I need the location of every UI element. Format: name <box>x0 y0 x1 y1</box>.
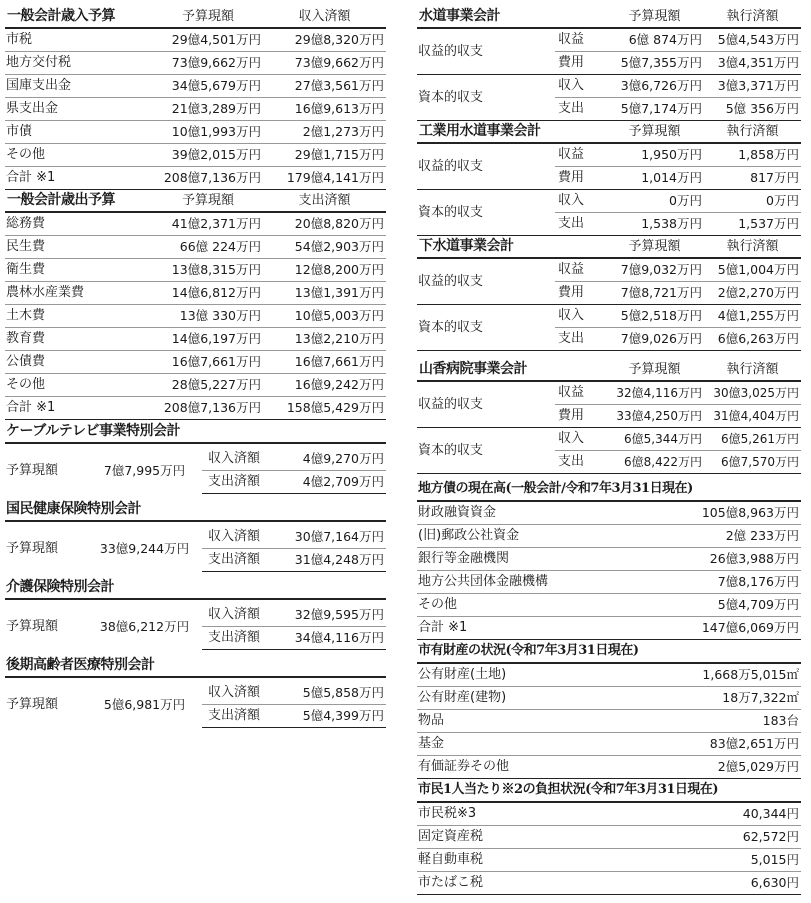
executed-value: 0万円 <box>704 190 801 213</box>
table-row <box>5 282 386 305</box>
row-label: 固定資産税 <box>417 826 647 849</box>
received-label: 収入済額 <box>202 604 280 627</box>
received-value: 4億9,270万円 <box>280 448 386 471</box>
table-row <box>417 28 801 52</box>
table-row <box>417 502 801 525</box>
row-label: その他 <box>5 144 153 167</box>
table-row <box>5 144 386 167</box>
item-label: 費用 <box>555 52 605 75</box>
table-row <box>417 872 801 895</box>
executed-value: 3億3,371万円 <box>704 75 801 98</box>
row-label: 民生費 <box>5 236 153 259</box>
row-label: 地方公共団体金融機構 <box>417 571 647 594</box>
section-title: 水道事業会計 <box>417 6 605 28</box>
budget-value: 14億6,197万円 <box>153 328 263 351</box>
item-label: 費用 <box>555 405 605 428</box>
budget-value: 208億7,136万円 <box>153 167 263 190</box>
special-account-title: 後期高齢者医療特別会計 <box>5 654 386 678</box>
table-header <box>417 236 801 258</box>
row-value: 7億8,176万円 <box>647 571 801 594</box>
table-header <box>5 6 386 28</box>
item-label: 支出 <box>555 98 605 121</box>
settled-value: 12億8,200万円 <box>263 259 386 282</box>
settled-value: 29億8,320万円 <box>263 28 386 52</box>
spent-value: 34億4,116万円 <box>280 627 386 650</box>
row-value: 5,015円 <box>647 849 801 872</box>
table-row <box>5 526 386 549</box>
enterprise-table <box>417 6 801 121</box>
row-label: 市債 <box>5 121 153 144</box>
row-label: 公債費 <box>5 351 153 374</box>
budget-value: 28億5,227万円 <box>153 374 263 397</box>
settled-value: 179億4,141万円 <box>263 167 386 190</box>
table-row <box>417 687 801 710</box>
group-label: 収益的収支 <box>417 28 555 75</box>
special-account-title: ケーブルテレビ事業特別会計 <box>5 420 386 444</box>
left-column <box>5 6 386 728</box>
budget-value: 10億1,993万円 <box>153 121 263 144</box>
table-row <box>5 167 386 190</box>
table-header <box>417 121 801 143</box>
settled-value: 29億1,715万円 <box>263 144 386 167</box>
table-header <box>417 359 801 381</box>
row-value: 183台 <box>647 710 801 733</box>
row-label: その他 <box>5 374 153 397</box>
table-row <box>5 259 386 282</box>
row-label: 合計 ※1 <box>417 617 647 640</box>
settled-value: 13億2,210万円 <box>263 328 386 351</box>
section-title: 市民1人当たり※2の負担状況(令和7年3月31日現在) <box>417 779 801 803</box>
executed-value: 4億1,255万円 <box>704 305 801 328</box>
received-value: 32億9,595万円 <box>280 604 386 627</box>
table-row <box>5 448 386 471</box>
table-row <box>417 826 801 849</box>
row-label: 地方交付税 <box>5 52 153 75</box>
table-row <box>417 428 801 451</box>
budget-label: 予算現額 <box>6 540 59 556</box>
budget-value: 6億 874万円 <box>605 28 704 52</box>
row-label: 軽自動車税 <box>417 849 647 872</box>
spent-value: 5億4,399万円 <box>280 705 386 728</box>
row-value: 1,668万5,015㎡ <box>647 664 801 687</box>
group-label: 資本的収支 <box>417 305 555 351</box>
settled-value: 10億5,003万円 <box>263 305 386 328</box>
row-value: 83億2,651万円 <box>647 733 801 756</box>
row-label: 有価証券その他 <box>417 756 647 779</box>
section-title: 市有財産の状況(令和7年3月31日現在) <box>417 640 801 664</box>
column-header: 執行済額 <box>704 236 801 258</box>
table-row <box>417 710 801 733</box>
row-value: 26億3,988万円 <box>647 548 801 571</box>
table-row <box>5 212 386 236</box>
row-label: 合計 ※1 <box>5 397 153 420</box>
item-label: 収入 <box>555 190 605 213</box>
row-value: 147億6,069万円 <box>647 617 801 640</box>
spent-label: 支出済額 <box>202 705 280 728</box>
row-value: 5億4,709万円 <box>647 594 801 617</box>
row-value: 2億5,029万円 <box>647 756 801 779</box>
budget-value: 5億7,174万円 <box>605 98 704 121</box>
row-label: 公有財産(建物) <box>417 687 647 710</box>
special-account-title: 国民健康保険特別会計 <box>5 498 386 522</box>
settled-value: 27億3,561万円 <box>263 75 386 98</box>
column-header: 収入済額 <box>263 6 386 28</box>
executed-value: 5億 356万円 <box>704 98 801 121</box>
column-header: 支出済額 <box>263 190 386 212</box>
budget-label: 予算現額 <box>6 696 59 712</box>
settled-value: 20億8,820万円 <box>263 212 386 236</box>
received-label: 収入済額 <box>202 682 280 705</box>
settled-value: 16億9,613万円 <box>263 98 386 121</box>
table-row <box>417 190 801 213</box>
section-title: 下水道事業会計 <box>417 236 605 258</box>
table-row <box>5 28 386 52</box>
special-account-table <box>5 448 386 494</box>
right-column <box>417 6 801 895</box>
row-value: 105億8,963万円 <box>647 502 801 525</box>
settled-value: 73億9,662万円 <box>263 52 386 75</box>
executed-value: 2億2,270万円 <box>704 282 801 305</box>
property-table <box>417 664 801 779</box>
row-label: 衛生費 <box>5 259 153 282</box>
table-row <box>5 236 386 259</box>
budget-value: 33億9,244万円 <box>99 540 190 556</box>
budget-value: 1,014万円 <box>605 167 704 190</box>
budget-value: 33億4,250万円 <box>605 405 704 428</box>
table-row <box>417 143 801 167</box>
general-expenditure-table <box>5 190 386 420</box>
item-label: 収益 <box>555 28 605 52</box>
budget-value: 208億7,136万円 <box>153 397 263 420</box>
budget-value: 34億5,679万円 <box>153 75 263 98</box>
special-account-table <box>5 526 386 572</box>
row-label: 銀行等金融機関 <box>417 548 647 571</box>
budget-value: 16億7,661万円 <box>153 351 263 374</box>
settled-value: 13億1,391万円 <box>263 282 386 305</box>
section-title: 一般会計歳入予算 <box>5 6 153 28</box>
section-title: 一般会計歳出予算 <box>5 190 153 212</box>
table-row <box>417 571 801 594</box>
row-label: その他 <box>417 594 647 617</box>
item-label: 収入 <box>555 305 605 328</box>
column-header: 予算現額 <box>605 236 704 258</box>
row-value: 6,630円 <box>647 872 801 895</box>
row-label: 国庫支出金 <box>5 75 153 98</box>
group-label: 資本的収支 <box>417 190 555 236</box>
row-label: 市税 <box>5 28 153 52</box>
table-row <box>5 682 386 705</box>
budget-value: 3億6,726万円 <box>605 75 704 98</box>
row-label: 市民税※3 <box>417 803 647 826</box>
table-row <box>417 381 801 405</box>
item-label: 収益 <box>555 258 605 282</box>
group-label: 収益的収支 <box>417 143 555 190</box>
table-row <box>417 617 801 640</box>
row-label: 公有財産(土地) <box>417 664 647 687</box>
group-label: 資本的収支 <box>417 428 555 474</box>
item-label: 収益 <box>555 381 605 405</box>
row-value: 62,572円 <box>647 826 801 849</box>
settled-value: 16億9,242万円 <box>263 374 386 397</box>
executed-value: 30億3,025万円 <box>704 381 801 405</box>
item-label: 支出 <box>555 451 605 474</box>
table-row <box>5 351 386 374</box>
received-value: 30億7,164万円 <box>280 526 386 549</box>
budget-value: 5億2,518万円 <box>605 305 704 328</box>
settled-value: 16億7,661万円 <box>263 351 386 374</box>
group-label: 収益的収支 <box>417 381 555 428</box>
special-account-title: 介護保険特別会計 <box>5 576 386 600</box>
table-row <box>5 121 386 144</box>
table-row <box>5 75 386 98</box>
budget-value: 7億9,032万円 <box>605 258 704 282</box>
table-row <box>417 756 801 779</box>
table-row <box>5 397 386 420</box>
budget-value: 66億 224万円 <box>153 236 263 259</box>
column-header: 予算現額 <box>153 6 263 28</box>
budget-value: 38億6,212万円 <box>99 618 190 634</box>
section-title: 地方債の現在高(一般会計/令和7年3月31日現在) <box>417 478 801 502</box>
spent-label: 支出済額 <box>202 627 280 650</box>
table-row <box>417 525 801 548</box>
row-label: 基金 <box>417 733 647 756</box>
table-row <box>417 548 801 571</box>
received-label: 収入済額 <box>202 526 280 549</box>
budget-value: 7億8,721万円 <box>605 282 704 305</box>
enterprise-table <box>417 359 801 474</box>
row-value: 2億 233万円 <box>647 525 801 548</box>
budget-value: 39億2,015万円 <box>153 144 263 167</box>
row-label: 合計 ※1 <box>5 167 153 190</box>
item-label: 支出 <box>555 213 605 236</box>
table-row <box>417 75 801 98</box>
budget-value: 7億9,026万円 <box>605 328 704 351</box>
table-header <box>417 6 801 28</box>
executed-value: 6億5,261万円 <box>704 428 801 451</box>
table-row <box>5 98 386 121</box>
column-header: 予算現額 <box>605 6 704 28</box>
budget-value: 5億7,355万円 <box>605 52 704 75</box>
per-capita-table <box>417 803 801 895</box>
group-label: 資本的収支 <box>417 75 555 121</box>
section-title: 山香病院事業会計 <box>417 359 605 381</box>
budget-value: 1,950万円 <box>605 143 704 167</box>
table-row <box>5 374 386 397</box>
budget-value: 13億8,315万円 <box>153 259 263 282</box>
spent-value: 31億4,248万円 <box>280 549 386 572</box>
table-row <box>417 258 801 282</box>
executed-value: 3億4,351万円 <box>704 52 801 75</box>
row-label: 土木費 <box>5 305 153 328</box>
spent-value: 4億2,709万円 <box>280 471 386 494</box>
budget-value: 73億9,662万円 <box>153 52 263 75</box>
row-label: 財政融資資金 <box>417 502 647 525</box>
debt-table <box>417 502 801 640</box>
row-value: 18万7,322㎡ <box>647 687 801 710</box>
executed-value: 31億4,404万円 <box>704 405 801 428</box>
item-label: 収入 <box>555 75 605 98</box>
special-account-table <box>5 682 386 728</box>
budget-value: 6億5,344万円 <box>605 428 704 451</box>
table-row <box>417 664 801 687</box>
enterprise-table <box>417 236 801 351</box>
row-label: 県支出金 <box>5 98 153 121</box>
table-row <box>5 52 386 75</box>
budget-value: 0万円 <box>605 190 704 213</box>
group-label: 収益的収支 <box>417 258 555 305</box>
table-row <box>5 305 386 328</box>
received-value: 5億5,858万円 <box>280 682 386 705</box>
executed-value: 6億7,570万円 <box>704 451 801 474</box>
row-value: 40,344円 <box>647 803 801 826</box>
table-header <box>5 190 386 212</box>
budget-value: 1,538万円 <box>605 213 704 236</box>
item-label: 費用 <box>555 282 605 305</box>
general-revenue-table <box>5 6 386 190</box>
row-label: 総務費 <box>5 212 153 236</box>
executed-value: 1,537万円 <box>704 213 801 236</box>
table-row <box>5 328 386 351</box>
column-header: 執行済額 <box>704 121 801 143</box>
budget-value: 41億2,371万円 <box>153 212 263 236</box>
spent-label: 支出済額 <box>202 471 280 494</box>
budget-value: 14億6,812万円 <box>153 282 263 305</box>
budget-value: 29億4,501万円 <box>153 28 263 52</box>
row-label: 教育費 <box>5 328 153 351</box>
budget-label: 予算現額 <box>6 618 59 634</box>
enterprise-table <box>417 121 801 236</box>
spent-label: 支出済額 <box>202 549 280 572</box>
table-row <box>417 305 801 328</box>
settled-value: 54億2,903万円 <box>263 236 386 259</box>
item-label: 収益 <box>555 143 605 167</box>
budget-value: 21億3,289万円 <box>153 98 263 121</box>
column-header: 執行済額 <box>704 6 801 28</box>
column-header: 予算現額 <box>605 359 704 381</box>
special-account-table <box>5 604 386 650</box>
budget-value: 13億 330万円 <box>153 305 263 328</box>
received-label: 収入済額 <box>202 448 280 471</box>
budget-label: 予算現額 <box>6 462 59 478</box>
row-label: 市たばこ税 <box>417 872 647 895</box>
budget-value: 6億8,422万円 <box>605 451 704 474</box>
column-header: 予算現額 <box>605 121 704 143</box>
column-header: 執行済額 <box>704 359 801 381</box>
settled-value: 2億1,273万円 <box>263 121 386 144</box>
executed-value: 1,858万円 <box>704 143 801 167</box>
item-label: 費用 <box>555 167 605 190</box>
table-row <box>417 594 801 617</box>
row-label: 農林水産業費 <box>5 282 153 305</box>
executed-value: 6億6,263万円 <box>704 328 801 351</box>
executed-value: 5億1,004万円 <box>704 258 801 282</box>
executed-value: 817万円 <box>704 167 801 190</box>
item-label: 支出 <box>555 328 605 351</box>
item-label: 収入 <box>555 428 605 451</box>
table-row <box>417 803 801 826</box>
table-row <box>417 733 801 756</box>
section-title: 工業用水道事業会計 <box>417 121 605 143</box>
table-row <box>5 604 386 627</box>
row-label: (旧)郵政公社資金 <box>417 525 647 548</box>
executed-value: 5億4,543万円 <box>704 28 801 52</box>
row-label: 物品 <box>417 710 647 733</box>
table-row <box>417 849 801 872</box>
budget-value: 5億6,981万円 <box>103 696 186 712</box>
settled-value: 158億5,429万円 <box>263 397 386 420</box>
budget-value: 32億4,116万円 <box>605 381 704 405</box>
budget-value: 7億7,995万円 <box>103 462 186 478</box>
column-header: 予算現額 <box>153 190 263 212</box>
